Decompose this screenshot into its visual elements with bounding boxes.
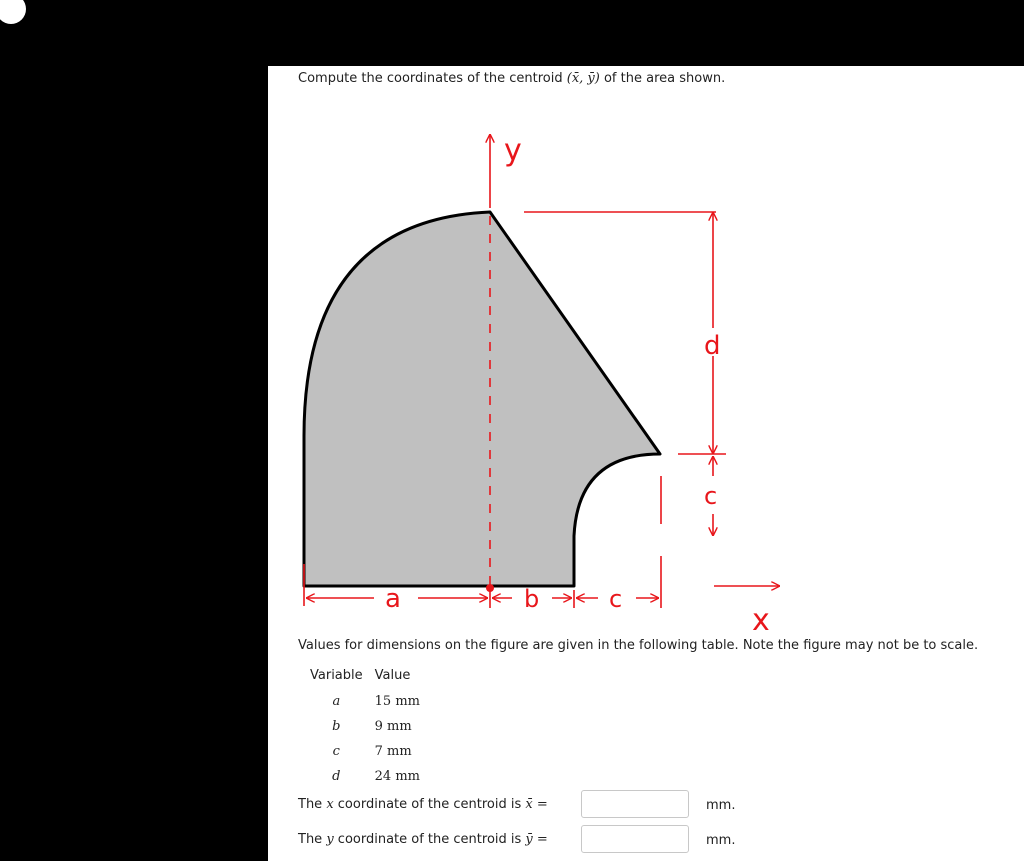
answer-y-unit: mm. (706, 833, 736, 848)
centroid-x-input[interactable] (581, 790, 689, 818)
dimension-d-label: d (704, 331, 721, 361)
variable-cell: a (332, 693, 341, 709)
table-row (306, 689, 428, 714)
centroid-y-input[interactable] (581, 825, 689, 853)
composite-area-shape (304, 212, 660, 586)
value-cell: 24 mm (374, 768, 420, 784)
table-header-row (306, 666, 428, 689)
answer-x-unit: mm. (706, 798, 736, 813)
variable-cell: c (332, 743, 340, 759)
table-header-variable: Variable (310, 668, 363, 683)
value-cell: 15 mm (374, 693, 420, 709)
question-text: Compute the coordinates of the centroid (x̄, ȳ) of the area shown. (298, 71, 726, 86)
dimension-table (306, 666, 428, 789)
dimension-c-horizontal-label: c (609, 585, 623, 613)
centroid-figure (268, 116, 1024, 638)
variable-cell: b (332, 718, 341, 734)
answer-x-label: The x coordinate of the centroid is x̄ = (298, 797, 548, 812)
x-axis-label: x (752, 603, 770, 638)
value-cell: 9 mm (374, 718, 412, 734)
centroid-notation: (x̄, ȳ) (566, 71, 600, 86)
window-control-dot (0, 0, 26, 24)
table-row (306, 714, 428, 739)
problem-panel (268, 66, 1024, 861)
dimension-note: Values for dimensions on the figure are given in the following table. Note the figure may not be to scale. (298, 638, 979, 653)
answer-y-label: The y coordinate of the centroid is ȳ = (298, 832, 548, 847)
table-row (306, 739, 428, 764)
y-axis-label: y (504, 133, 522, 168)
table-header-value: Value (374, 668, 411, 683)
dimension-c-vertical-label: c (704, 482, 718, 510)
dimension-a-label: a (385, 584, 401, 614)
value-cell: 7 mm (374, 743, 412, 759)
table-row (306, 764, 428, 789)
variable-cell: d (332, 768, 341, 784)
dimension-b-label: b (524, 585, 540, 613)
